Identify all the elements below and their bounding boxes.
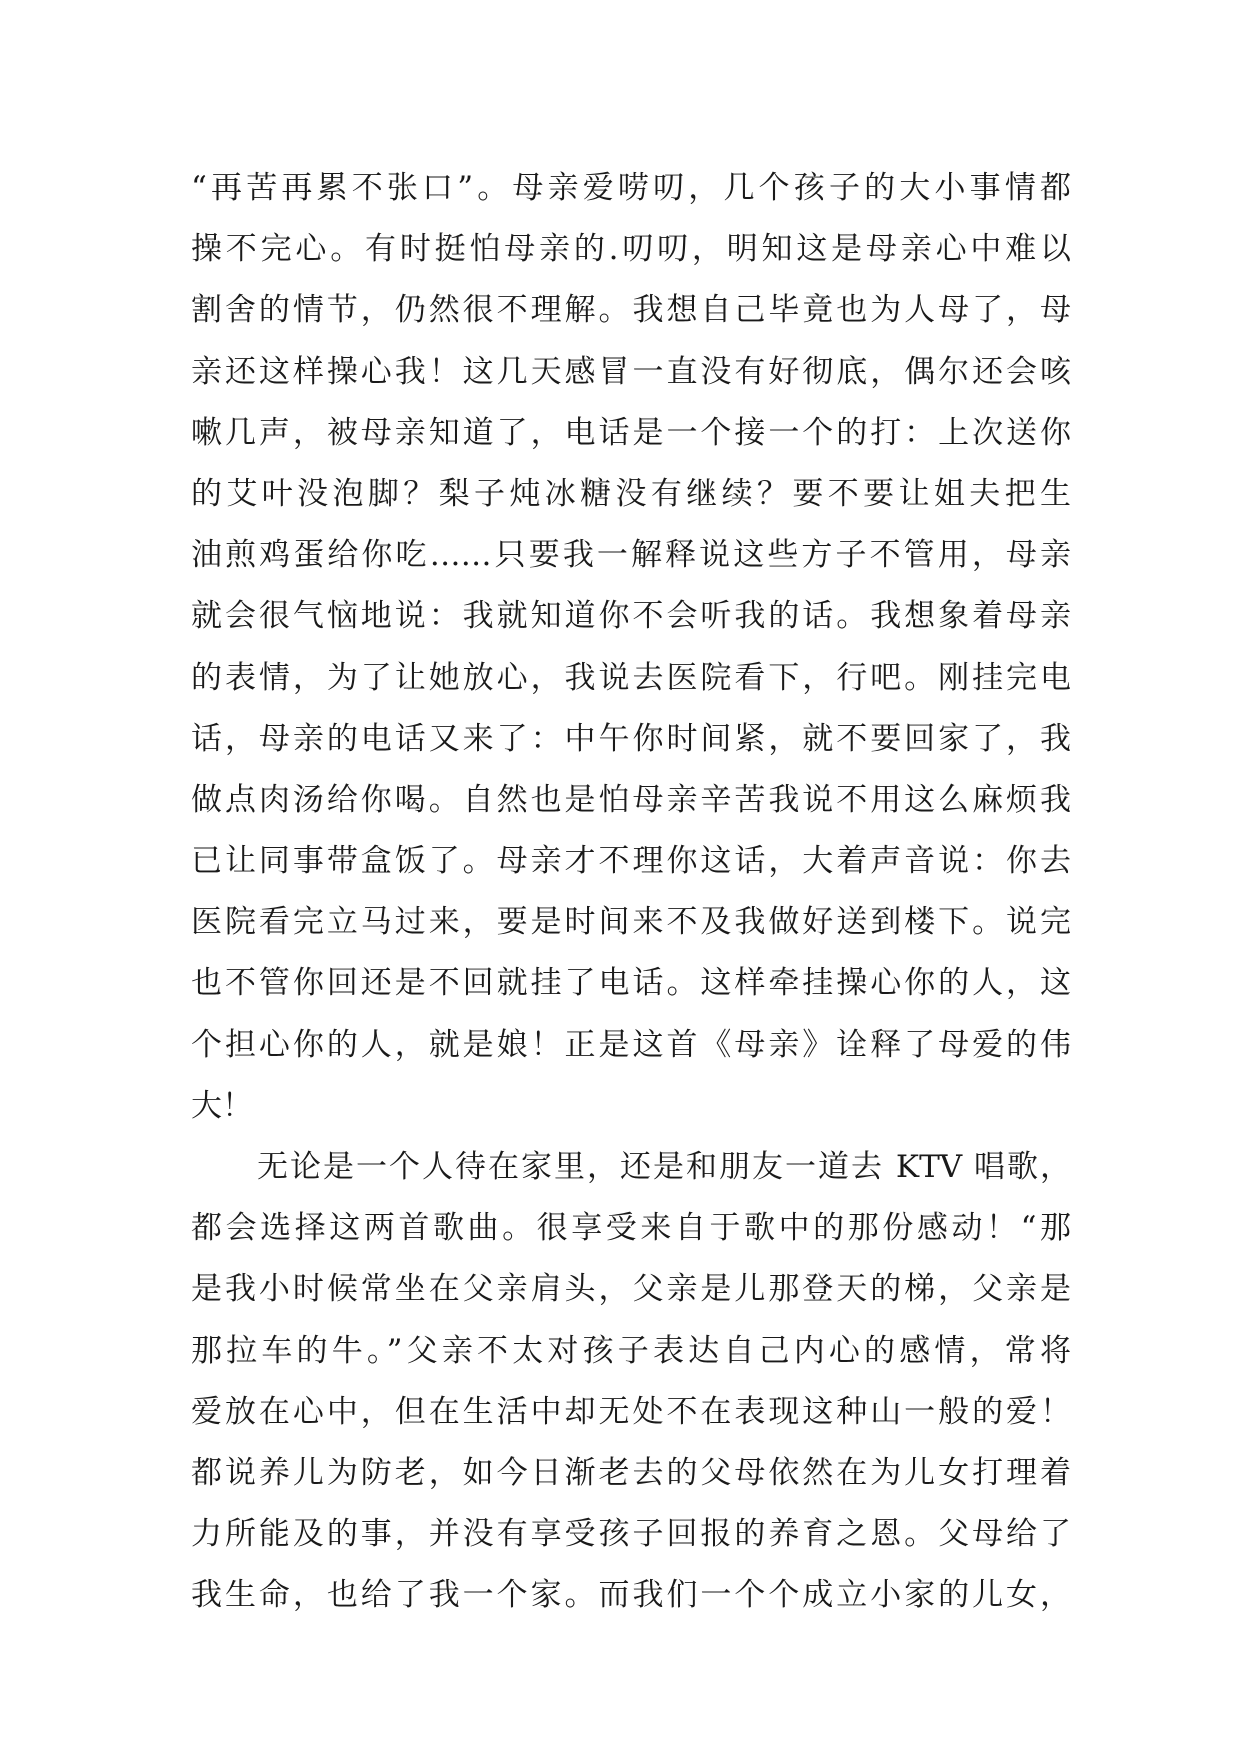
text-line: 力所能及的事，并没有享受孩子回报的养育之恩。父母给了 (191, 1516, 1071, 1553)
text-line: 我生命，也给了我一个家。而我们一个个成立小家的儿女， (191, 1577, 1071, 1614)
text-line: 的表情，为了让她放心，我说去医院看下，行吧。刚挂完电 (191, 659, 1071, 696)
text-line: 是我小时候常坐在父亲肩头，父亲是儿那登天的梯，父亲是 (191, 1271, 1071, 1308)
text-line: 爱放在心中，但在生活中却无处不在表现这种山一般的爱！ (191, 1393, 1071, 1430)
text-line: “再苦再累不张口”。母亲爱唠叨，几个孩子的大小事情都 (191, 170, 1071, 206)
text-line: 油煎鸡蛋给你吃……只要我一解释说这些方子不管用，母亲 (191, 537, 1071, 574)
text-line: 做点肉汤给你喝。自然也是怕母亲辛苦我说不用这么麻烦我 (191, 781, 1071, 818)
text-line: 亲还这样操心我！这几天感冒一直没有好彻底，偶尔还会咳 (191, 353, 1071, 390)
text-line: 无论是一个人待在家里，还是和朋友一道去 KTV 唱歌， (191, 1149, 1071, 1185)
text-line: 大！ (191, 1087, 253, 1124)
text-line: 割舍的情节，仍然很不理解。我想自己毕竟也为人母了，母 (191, 292, 1071, 329)
text-line: 嗽几声，被母亲知道了，电话是一个接一个的打：上次送你 (191, 414, 1071, 451)
text-line: 都说养儿为防老，如今日渐老去的父母依然在为儿女打理着 (191, 1454, 1071, 1491)
text-line: 个担心你的人，就是娘！正是这首《母亲》诠释了母爱的伟 (191, 1026, 1071, 1063)
text-line: 那拉车的牛。”父亲不太对孩子表达自己内心的感情，常将 (191, 1332, 1071, 1369)
text-line: 都会选择这两首歌曲。很享受来自于歌中的那份感动！“那 (191, 1210, 1071, 1247)
text-line: 已让同事带盒饭了。母亲才不理你这话，大着声音说：你去 (191, 843, 1071, 880)
text-line: 话，母亲的电话又来了：中午你时间紧，就不要回家了，我 (191, 720, 1071, 757)
text-line: 也不管你回还是不回就挂了电话。这样牵挂操心你的人，这 (191, 965, 1071, 1002)
text-line: 操不完心。有时挺怕母亲的.叨叨，明知这是母亲心中难以 (191, 231, 1071, 268)
text-line: 就会很气恼地说：我就知道你不会听我的话。我想象着母亲 (191, 598, 1071, 635)
text-line: 医院看完立马过来，要是时间来不及我做好送到楼下。说完 (191, 904, 1071, 941)
body-text (191, 158, 1071, 1627)
text-line: 的艾叶没泡脚？梨子炖冰糖没有继续？要不要让姐夫把生 (191, 475, 1071, 512)
